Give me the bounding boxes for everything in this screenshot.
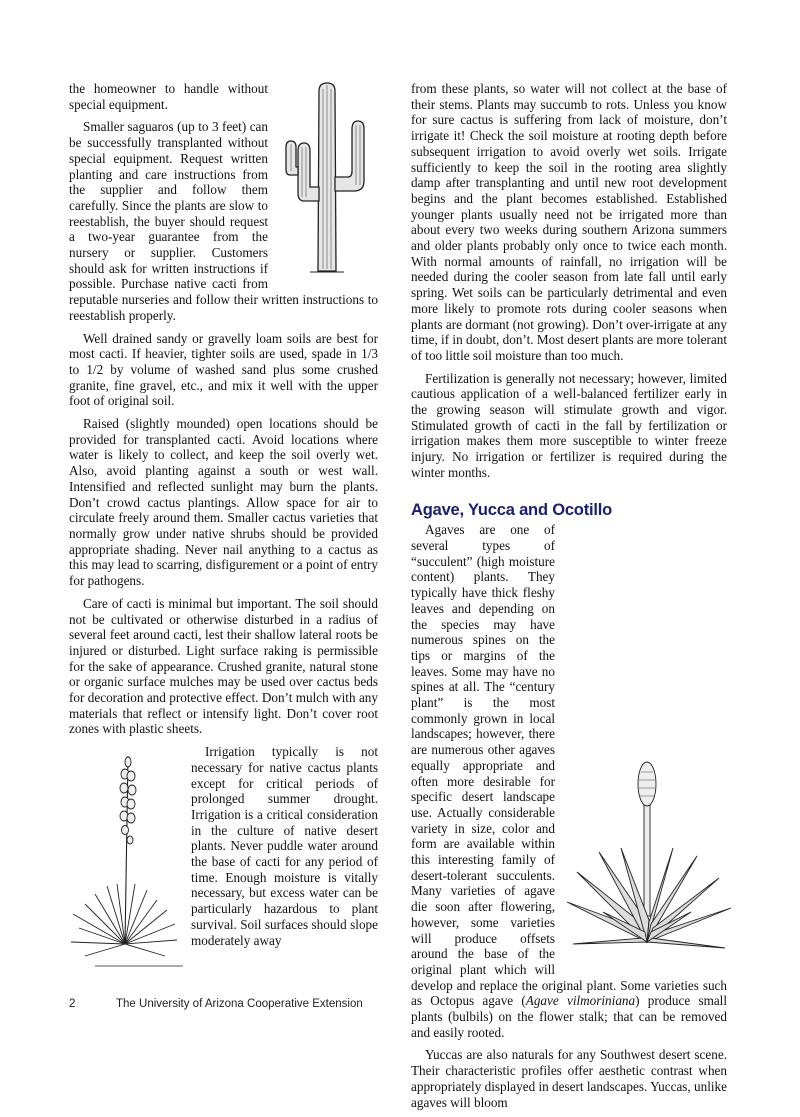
left-paragraph-5: Care of cacti is minimal but important. The soil should not be cultivated or otherwise disturbed in a radius of several feet around cacti, lest their shallow lateral roots be injured or disturbed. Light surface raking is permissible for the sake of appearance. Crushed granite, natural stone or organic surface mulches may be used over cactus beds for decoration and protective effect. Don’t mulch with any materials that reflect or intensify light. Don’t cover root zones with plastic sheets. [69, 595, 378, 737]
yucca-icon [65, 744, 185, 974]
agave-icon [563, 752, 735, 962]
right-paragraph-1: from these plants, so water will not collect at the base of their stems. Plants may succumb to rots. Unless you know for sure cactus is suffering from lack of moisture, don’t irrigate it! Check the soil moisture at rooting depth before subsequent irrigation to avoid overly wet soils. Irrigate sufficiently to keep the soil in the rooting area slightly damp after transplanting and until new root development begins and the plant becomes established. Established younger plants usually need not be irrigated more than about every two weeks during southern Arizona summers and older plants probably only once to twice each month. With normal amounts of rainfall, no irrigation will be needed during the cooler season from late fall until early spring. Wet soils can be particularly detrimental and even more likely to promote rots during cooler seasons when plants are dormant (not growing). Don’t over-irrigate at any time, if in doubt, don’t. Most desert plants are more tolerant of too little soil moisture than too much. [411, 81, 727, 363]
left-paragraph-2: Smaller saguaros (up to 3 feet) can be successfully transplanted without special equipment. Request written planting and care instructions from the supplier and follow them carefully. Since the plants are slow to reestablish, the buyer should request a two-year guarantee from the nursery or supplier. Customers should ask for written instructions if possible. Purchase native cacti from reputable nurseries and follow their written instructions to reestablish properly. [69, 119, 378, 323]
agave-illustration [563, 752, 735, 962]
saguaro-illustration [274, 81, 378, 277]
yucca-illustration [65, 744, 185, 974]
left-column [69, 81, 378, 974]
left-paragraph-4: Raised (slightly mounded) open locations should be provided for transplanted cacti. Avoid locations where water is likely to collect, and keep the soil overly wet. Also, avoid planting against a south or west wall. Intensified and reflected sunlight may burn the plants. Don’t crowd cactus plantings. Allow space for air to circulate freely around them. Smaller cactus varieties that normally grow under native shrubs should be provided appropriate shading. Never nail anything to a cactus as this may lead to scarring, disfigurement or a point of entry for pathogens. [69, 416, 378, 589]
page-footer [69, 998, 363, 1010]
left-paragraph-1: the homeowner to handle without special equipment. [69, 81, 268, 112]
left-paragraph-3: Well drained sandy or gravelly loam soils are best for most cacti. If heavier, tighter soils are used, spade in 1/3 to 1/2 by volume of washed sand plus some crushed granite, fine gravel, etc., and mix it well with the upper foot of original soil. [69, 330, 378, 409]
species-name: Agave vilmoriniana [525, 993, 636, 1009]
section-heading: Agave, Yucca and Ocotillo [411, 500, 613, 519]
saguaro-cactus-icon [274, 81, 378, 277]
left-paragraph-6: Irrigation typically is not necessary for native cactus plants except for critical periods of prolonged summer drought. Irrigation is a critical consideration in the culture of native desert plants. Never puddle water around the base of cacti for any period of time. Enough moisture is vitally necessary, but excess water can be particularly hazardous to plant survival. Soil surfaces should slope moderately away [191, 744, 378, 948]
right-paragraph-2: Fertilization is generally not necessary; however, limited cautious application of a well-balanced fertilizer early in the growing season will stimulate growth and vigor. Stimulated growth of cacti in the fall by fertilization or irrigation makes them more susceptible to winter freeze injury. No irrigation or fertilizer is required during the winter months. [411, 370, 727, 480]
right-paragraph-3-text-a: Agaves are one of several types of “succulent” (high moisture content) plants. They typically have thick fleshy leaves and depending on the species may have numerous spines on the tips or margins of the leaves. Some may have no spines at all. The “century plant” is the most commonly grown in local landscapes; however, there are numerous other agaves equally appropriate and often more desirable for specific desert landscape use. Actually considerable variety in size, color and form are available within this interesting family of desert-tolerant succulents. Many varieties of agave die soon after flowering, however, some varieties will produce offsets around the base of the original plant which will develop and replace the original plant. Some varieties such as Octopus agave ( [411, 522, 727, 1009]
right-column [411, 81, 727, 1117]
publisher-name: The University of Arizona Cooperative Extension [116, 998, 363, 1010]
right-paragraph-3-text-b: ) produce small plants (bulbils) on the flower stalk; that can be removed and easily rooted. [411, 993, 728, 1040]
right-paragraph-4: Yuccas are also naturals for any Southwest desert scene. Their characteristic profiles offer aesthetic contrast when appropriately displayed in desert landscapes. Yuccas, unlike agaves will bloom [411, 1047, 727, 1110]
page-number: 2 [69, 998, 76, 1010]
